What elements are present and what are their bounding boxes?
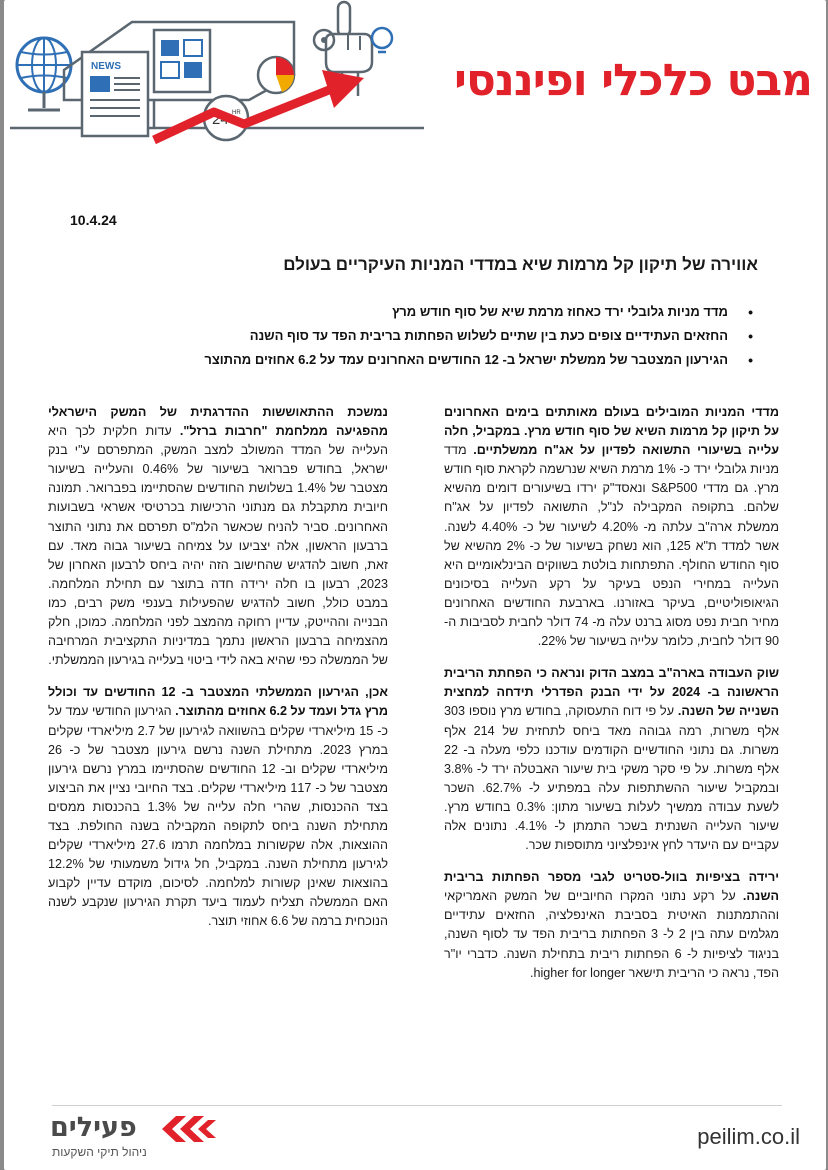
left-column — [48, 403, 388, 945]
newspaper-icon — [82, 52, 148, 136]
news-label: NEWS — [91, 61, 121, 72]
paragraph — [444, 868, 779, 983]
paragraph — [48, 683, 388, 931]
paragraph-lead: ירידה בציפיות בוול-סטריט לגבי מספר הפחתות בריבית השנה. — [444, 870, 779, 904]
logo-name: פעילים — [50, 1112, 137, 1143]
report-page — [4, 0, 826, 1170]
banner-title: מבט כלכלי ופיננסי — [454, 55, 812, 106]
paragraph-body: על רקע נתוני המקרו החיוביים של המשק האמריקאי וההתמתנות האיטית בסביבת האינפלציה, החזאים עתידיים מגלמים עתה בין 2 ל- 3 הפחתות בריבית הפד עד לסוף השנה, בניגוד לציפיות ל- 6 הפחתות ריבית בתחילת השנה. כדברי יו"ר הפד, נראה כי הריבית תישאר higher for longer. — [444, 889, 779, 980]
logo-tagline: ניהול תיקי השקעות — [52, 1145, 147, 1159]
footer-divider — [52, 1105, 782, 1106]
paragraph-lead: נמשכת ההתאוששות ההדרגתית של המשק הישראלי מהפגיעה ממלחמת "חרבות ברזל". — [48, 405, 388, 439]
bullet-item: • הגירעון המצטבר של ממשלת ישראל ב- 12 החודשים האחרונים עמד על 6.2 אחוזים מהתוצר — [56, 348, 756, 372]
paragraph-lead: שוק העבודה בארה"ב במצב הדוק ונראה כי הפחתת הריבית הראשונה ב- 2024 על ידי הבנק הפדרלי תידחה למחצית השנייה של השנה. — [444, 666, 779, 719]
report-headline: אווירה של תיקון קל מרמות שיא במדדי המניות העיקריים בעולם — [283, 255, 758, 274]
bullet-item: • החזאים העתידיים צופים כעת בין שתיים לשלוש הפחתות בריבית הפד עד סוף השנה — [56, 324, 756, 348]
paragraph-lead: מדדי המניות המובילים בעולם מאותתים בימים האחרונים על תיקון קל מרמות השיא של סוף חודש מרץ. במקביל, חלה עלייה בשיעורי התשואה לפדיון על אג"ח ממשלתיים. — [444, 405, 779, 458]
paragraph-lead: אכן, הגירעון הממשלתי המצטבר ב- 12 החודשים עד וכולל מרץ גדל ועמד על 6.2 אחוזים מהתוצר. — [48, 685, 388, 719]
paragraph — [444, 664, 779, 855]
paragraph — [444, 403, 779, 651]
right-column — [444, 403, 779, 996]
paragraph-body: על פי דוח התעסוקה, בחודש מרץ נוספו 303 אלף משרות, רמה גבוהה מאד ביחס לתחזית של 214 אלף משרות. גם נתוני החודשיים הקודמים עודכנו כלפי מעלה ב- 22 אלף משרות. על פי סקר משקי בית שיעור האבטלה ירד ל- 3.8% ובמקביל שיעור ההשתתפות עלה במפתיע ל- 62.7%. השכר לשעת עבודה ממשיך לעלות בשיעור מתון: 0.3% בחודש מרץ. שיעור העלייה השנתית בשכר התמתן ל- 4.1%. נתונים אלה עקביים עם היעדר לחץ אינפלציוני מתוספות שכר. — [444, 704, 779, 853]
svg-text:HR: HR — [232, 110, 241, 116]
paragraph — [48, 403, 388, 670]
svg-text:24: 24 — [212, 111, 229, 128]
pie-chart-icon — [258, 57, 294, 93]
calendar-icon — [154, 30, 210, 92]
paragraph-body: עדות חלקית לכך היא העלייה של המדד המשולב למצב המשק, המתפרסם ע"י בנק ישראל, בחודש פברואר בשיעור של 0.46% והעלייה בשיעור מצטבר של 1.4% בשלושת החודשים שהסתיימו בפברואר. תמונה חיובית מתקבלת גם מנתוני הרכישות בכרטיסי אשראי בשבועות האחרונים. סביר להניח שכאשר הלמ"ס תפרסם את נתוני התוצר ברבעון הראשון, אלה יצביעו על צמיחה בשיעור גבוה מאד. עם זאת, חשוב להדגיש שהחישוב הזה יהיה ביחס לרבעון האחרון של 2023, רבעון בו חלה ירידה חדה בתוצר עם תחילת המלחמה. במבט כולל, חשוב להדגיש שהפעילות בענפי משק רבים, כמו הבנייה וההייטק, עדיין רחוקה מהמצב לפני המלחמה. כמוכן, חלק מהצמיחה ברבעון הראשון נתמך במדיניות התקציבית המרחיבה של הממשלה כפי שהיא באה לידי ביטוי בעלייה בגירעון הממשלתי. — [48, 424, 388, 668]
paragraph-body: הגירעון החודשי עמד על כ- 15 מיליארדי שקלים בהשוואה לגירעון של 2.7 מיליארדי שקלים במרץ 2023. מתחילת השנה נרשם גירעון מצטבר של כ- 26 מיליארדי שקלים וב- 12 החודשים שהסתיימו במרץ נרשם גירעון מצטבר של כ- 117 מיליארדי שקלים. בצד החיובי נציין את הביצוע בצד ההכנסות, שהרי חלה עלייה של 1.3% בהכנסות ממסים מתחילת השנה ביחס לתקופה המקבילה בשנה החולפת. בצד ההוצאות, אלה שקשורות במלחמה תרמו 27.6 מיליארדי שקלים לגירעון מתחילת השנה. במקביל, חל גידול משמעותי של 12.2% בהוצאות שאינן קשורות למלחמה. לסיכום, מוקדם עדיין לקבוע האם הממשלה תצליח לעמוד ביעד תקרת הגירעון שנקבע לשנה הנוכחית ברמה של 6.6 אחוזי תוצר. — [48, 704, 389, 929]
lightbulb-icon — [372, 28, 392, 52]
summary-bullets — [56, 300, 756, 372]
logo-chevron-icon — [162, 1114, 218, 1144]
paragraph-body: מדד מניות גלובלי ירד כ- 1% מרמת השיא שנרשמה לקראת סוף חודש מרץ. גם מדדי S&P500 ונאסד"ק ירדו בשיעורים דומים מהשיא שלהם. בתקופה המקבילה לנ"ל, התשואה לפדיון על אג"ח ממשלת ארה"ב עלתה מ- 4.20% לשיעור של כ- 4.40% לשנה. אשר למדד ת"א 125, הוא נשחק בשיעור של כ- 2% מהשיא של סוף החודש החולף. התפתחות בולטת בשווקים הבינלאומיים היא העלייה במחירי הנפט בעיקר על רקע העלייה בסיכונים הגיאופוליטיים, בעיקר באזורנו. בארבעת החודשים האחרונים מחיר חבית נפט מסוג ברנט עלה מ- 74 דולר לחבית לסביבות ה- 90 דולר לחבית, כלומר עלייה בשיעור של 22%. — [444, 443, 780, 649]
website-link[interactable]: peilim.co.il — [697, 1124, 800, 1149]
bullet-item: • מדד מניות גלובלי ירד כאחוז מרמת שיא של סוף חודש מרץ — [56, 300, 756, 324]
peilim-logo — [50, 1112, 220, 1162]
report-date: 10.4.24 — [70, 212, 117, 228]
